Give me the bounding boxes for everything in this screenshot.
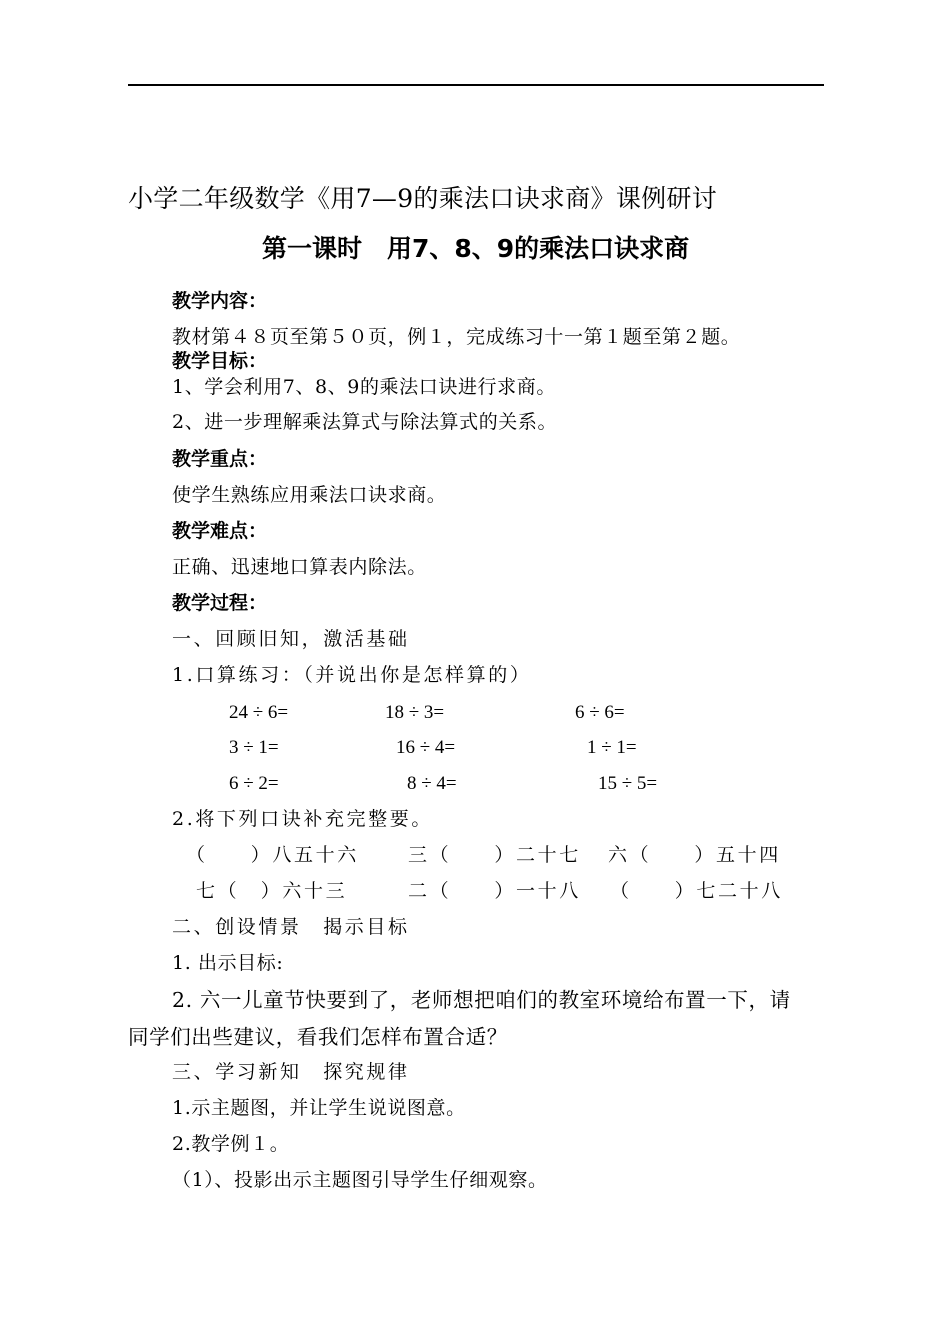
oral-practice-line: 1.口算练习：（并说出你是怎样算的） (172, 664, 532, 686)
process-heading: 教学过程： (172, 592, 268, 614)
content-text: 教材第４８页至第５０页，例１，完成练习十一第１题至第２题。 (172, 326, 741, 348)
document-title: 小学二年级数学《用7—9的乘法口诀求商》课例研讨 (128, 184, 718, 213)
equation: 3 ÷ 1= (229, 737, 279, 758)
scenario-line-1: 2. 六一儿童节快要到了，老师想把咱们的教室环境给布置一下，请 (172, 988, 791, 1012)
teach-example-line: 2.教学例１。 (172, 1133, 290, 1155)
content-heading: 教学内容： (172, 290, 268, 312)
part2-heading: 二、创设情景 揭示目标 (172, 916, 410, 938)
equation: 6 ÷ 6= (575, 702, 625, 723)
equation: 15 ÷ 5= (598, 773, 658, 794)
focus-heading: 教学重点： (172, 448, 268, 470)
rhyme-blank: （ ）七二十八 (610, 880, 783, 902)
header-rule (128, 84, 824, 86)
equation: 8 ÷ 4= (407, 773, 457, 794)
equation: 1 ÷ 1= (587, 737, 637, 758)
equation: 24 ÷ 6= (229, 702, 289, 723)
focus-text: 使学生熟练应用乘法口诀求商。 (172, 484, 447, 506)
equation: 6 ÷ 2= (229, 773, 279, 794)
part1-heading: 一、回顾旧知，激活基础 (172, 628, 410, 650)
difficulty-text: 正确、迅速地口算表内除法。 (172, 556, 427, 578)
scenario-line-2: 同学们出些建议，看我们怎样布置合适？ (128, 1025, 508, 1049)
goals-heading: 教学目标： (172, 350, 268, 372)
theme-picture-line: 1.示主题图，并让学生说说图意。 (172, 1097, 466, 1119)
rhyme-blank: 六（ ）五十四 (608, 844, 781, 866)
show-goal-line: 1. 出示目标: (172, 952, 284, 974)
equation: 18 ÷ 3= (385, 702, 445, 723)
rhyme-blank: 三（ ）二十七 (408, 844, 581, 866)
lesson-subtitle: 第一课时 用7、8、9的乘法口诀求商 (262, 234, 690, 263)
difficulty-heading: 教学难点： (172, 520, 268, 542)
rhyme-blank: （ ）八五十六 (186, 844, 359, 866)
rhyme-blank: 七（ ）六十三 (196, 880, 348, 902)
equation: 16 ÷ 4= (396, 737, 456, 758)
part3-heading: 三、学习新知 探究规律 (172, 1061, 410, 1083)
goal-item-2: 2、进一步理解乘法算式与除法算式的关系。 (172, 411, 558, 433)
goal-item-1: 1、学会利用7、8、9的乘法口诀进行求商。 (172, 376, 556, 398)
rhyme-blank: 二（ ）一十八 (408, 880, 581, 902)
fill-rhyme-line: 2.将下列口诀补充完整要。 (172, 808, 433, 830)
projection-line: （1）、投影出示主题图引导学生仔细观察。 (172, 1169, 548, 1191)
